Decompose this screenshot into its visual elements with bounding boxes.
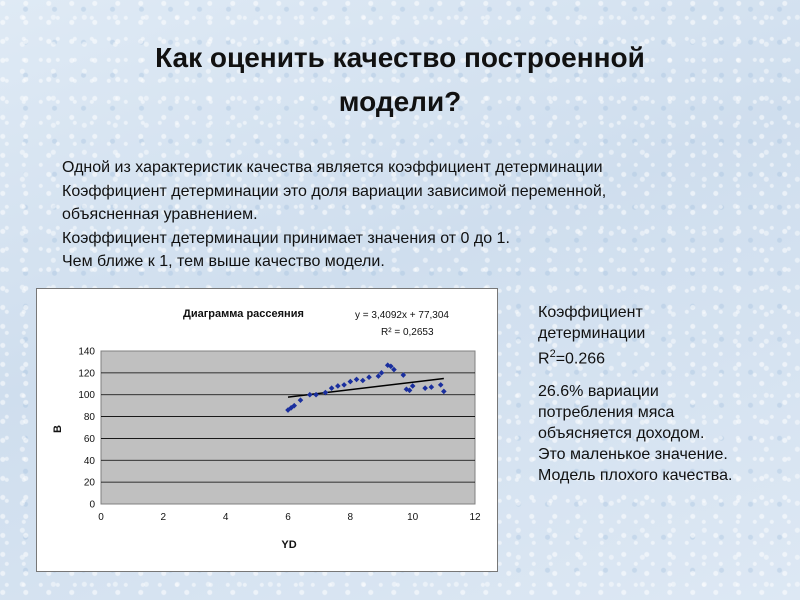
r-squared-label: R² = 0,2653 — [381, 327, 434, 338]
x-tick-label: 6 — [285, 512, 291, 523]
x-tick-label: 0 — [98, 512, 104, 523]
intro-text — [62, 156, 762, 274]
y-tick-label: 100 — [78, 390, 95, 402]
side-line-2: детерминации — [538, 325, 646, 342]
side-conclusion-line-1: 26.6% вариации — [538, 383, 659, 401]
intro-line-2: Коэффициент детерминации это доля вариации зависимой переменной, — [62, 182, 607, 200]
x-tick-label: 2 — [160, 512, 167, 523]
y-tick-label: 20 — [83, 477, 95, 489]
side-notes — [538, 302, 788, 498]
side-block-r2 — [538, 302, 788, 369]
r2-prefix: R — [538, 350, 550, 368]
chart-panel — [36, 288, 498, 572]
x-tick-label: 10 — [407, 512, 419, 523]
x-tick-labels — [98, 512, 481, 523]
intro-line-1: Одной из характеристик качества является коэффициент детерминации — [62, 159, 603, 176]
scatter-chart — [37, 289, 497, 571]
side-line-1: Коэффициент — [538, 304, 643, 321]
y-tick-label: 80 — [83, 412, 95, 424]
side-conclusion-line-4: Это маленькое значение. — [538, 446, 728, 464]
r2-superscript: 2 — [549, 348, 556, 360]
y-tick-label: 120 — [78, 368, 95, 380]
side-r2-value — [538, 344, 788, 369]
y-tick-labels — [78, 347, 95, 511]
slide-title — [40, 36, 760, 124]
intro-line-5: Чем ближе к 1, тем выше качество модели. — [62, 253, 385, 270]
y-axis-label: B — [52, 425, 64, 433]
r2-number: =0.266 — [555, 350, 606, 368]
slide-title-line-2: модели? — [338, 86, 462, 117]
chart-title: Диаграмма рассеяния — [183, 308, 304, 320]
x-tick-label: 4 — [222, 512, 229, 523]
side-conclusion-line-5: Модель плохого качества. — [538, 467, 733, 485]
trend-equation: y = 3,4092x + 77,304 — [355, 310, 449, 321]
intro-line-4: Коэффициент детерминации принимает значения от 0 до 1. — [62, 229, 510, 247]
plot-area — [101, 351, 475, 504]
side-conclusion-line-2: потребления мяса — [538, 404, 675, 422]
x-axis-label: YD — [281, 539, 297, 551]
slide-title-line-1: Как оценить качество построенной — [155, 42, 645, 73]
y-tick-label: 0 — [89, 499, 95, 511]
side-block-conclusion — [538, 381, 788, 486]
y-tick-label: 40 — [83, 455, 95, 467]
side-conclusion-line-3: объясняется доходом. — [538, 425, 705, 443]
y-tick-label: 140 — [78, 346, 95, 358]
intro-line-3: объясненная уравнением. — [62, 206, 258, 223]
x-tick-label: 12 — [469, 512, 481, 523]
x-tick-label: 8 — [347, 512, 354, 523]
y-tick-label: 60 — [83, 433, 95, 445]
